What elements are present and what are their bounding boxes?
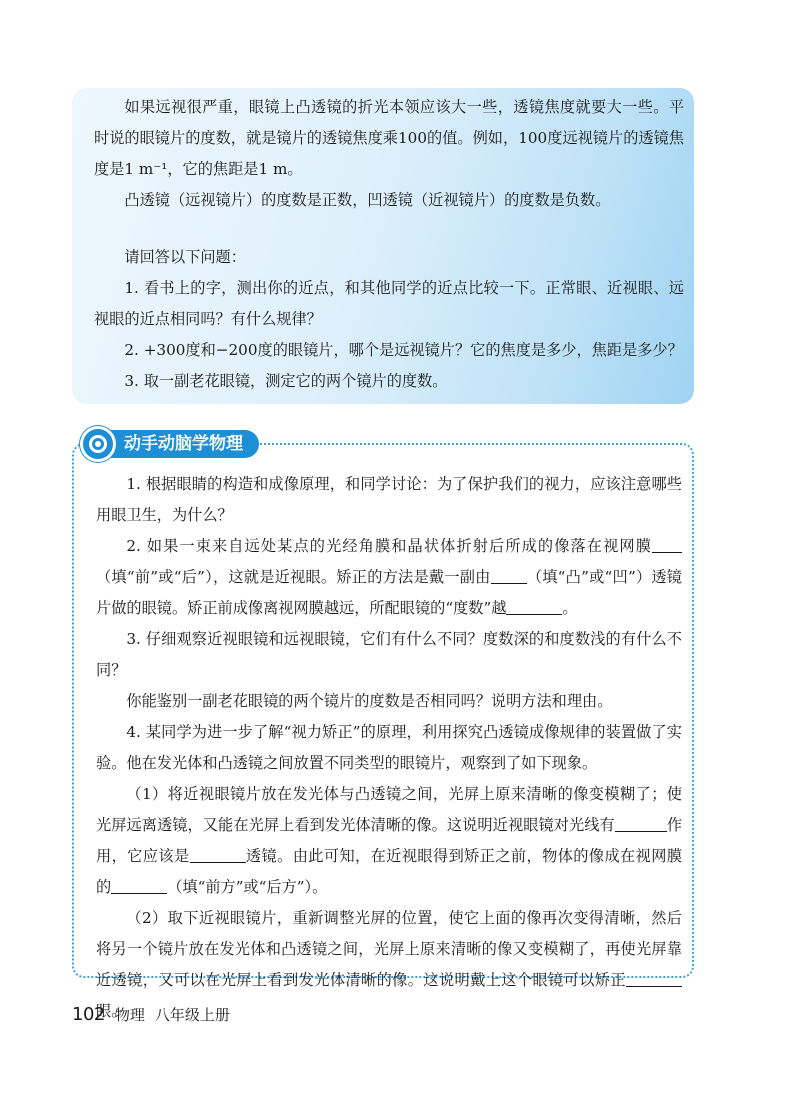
activity-header [80,427,259,461]
fill-blank [652,537,682,553]
info-paragraph-1: 如果远视很严重，眼镜上凸透镜的折光本领应该大一些，透镜焦度就要大一些。平时说的眼镜片的度数，就是镜片的透镜焦度乘100的值。例如，100度远视镜片的透镜焦度是1 m⁻¹，它的焦距是1 m。 [94,98,684,178]
grade-label: 八年级上册 [154,1006,230,1024]
fill-blank [190,847,246,863]
activity-item-4-part-2: （2）取下近视眼镜片，重新调整光屏的位置，使它上面的像再次变得清晰，然后将另一个镜片放在发光体和凸透镜之间，光屏上原来清晰的像又变模糊了，再使光屏靠近透镜，又可以在光屏上看到发光体清晰的像。这说明戴上这个眼镜可以矫正眼。 [96,909,682,1020]
question-2: 2. +300度和−200度的眼镜片，哪个是远视镜片？它的焦度是多少，焦距是多少？ [124,341,683,359]
fill-blank [506,599,562,615]
activity-item-4: 4. 某同学为进一步了解“视力矫正”的原理，利用探究凸透镜成像规律的装置做了实验。他在发光体和凸透镜之间放置不同类型的眼镜片，观察到了如下现象。 [96,723,682,772]
info-box [72,88,694,404]
question-1: 1. 看书上的字，测出你的近点，和其他同学的近点比较一下。正常眼、近视眼、远视眼的近点相同吗？有什么规律？ [94,279,684,328]
activity-item-1: 1. 根据眼睛的构造和成像原理，和同学讨论：为了保护我们的视力，应该注意哪些用眼卫生，为什么？ [96,475,682,524]
activity-item-4-part-1: （1）将近视眼镜片放在发光体与凸透镜之间，光屏上原来清晰的像变模糊了；使光屏远离透镜，又能在光屏上看到发光体清晰的像。这说明近视眼镜对光线有 作用，它应该是 透镜。由此可知，在近视眼得到矫正之前，物体的像成在视网膜的 （填“前方”或“后方”）。 [96,785,683,896]
fill-blank [111,878,167,894]
activity-item-3-followup: 你能鉴别一副老花眼镜的两个镜片的度数是否相同吗？说明方法和理由。 [126,692,613,710]
page-number: 102 [72,1004,105,1025]
target-icon [80,426,116,462]
activity-item-3: 3. 仔细观察近视眼镜和远视眼镜，它们有什么不同？度数深的和度数浅的有什么不同？ [96,630,682,679]
question-3: 3. 取一副老花眼镜，测定它的两个镜片的度数。 [124,372,448,390]
fill-blank [491,568,527,584]
fill-blank [626,971,682,987]
page-footer [72,1004,230,1025]
info-paragraph-2: 凸透镜（远视镜片）的度数是正数，凹透镜（近视镜片）的度数是负数。 [124,191,611,209]
activity-title: 动手动脑学物理 [102,430,259,458]
subject-label: 物理 [114,1006,145,1024]
questions-title: 请回答以下问题： [124,248,246,266]
fill-blank [615,816,667,832]
activity-item-2: 2. 如果一束来自远处某点的光经角膜和晶状体折射后所成的像落在视网膜（填“前”或“后”），这就是近视眼。矫正的方法是戴一副由 （填“凸”或“凹”）透镜片做的眼镜。矫正前成像离视网膜越远，所配眼镜的“度数”越 。 [96,537,682,617]
